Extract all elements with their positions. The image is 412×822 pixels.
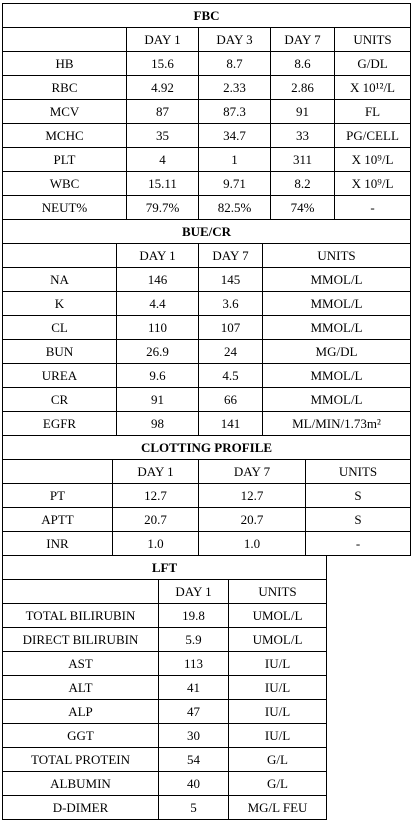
table-cell: UMOL/L xyxy=(229,628,327,652)
table-cell: 41 xyxy=(159,676,229,700)
table-cell: IU/L xyxy=(229,652,327,676)
table-cell: 87 xyxy=(127,100,199,124)
column-header: DAY 1 xyxy=(159,580,229,604)
table-cell: X 10⁹/L xyxy=(335,148,411,172)
row-label: MCV xyxy=(3,100,127,124)
table-cell: G/L xyxy=(229,772,327,796)
table-row xyxy=(3,148,411,172)
table-cell: S xyxy=(306,508,411,532)
table-title-row xyxy=(3,436,411,460)
table-row xyxy=(3,316,411,340)
table-cell: MMOL/L xyxy=(263,364,411,388)
table-row xyxy=(3,796,327,820)
column-header: DAY 7 xyxy=(199,244,263,268)
table-header-row xyxy=(3,244,411,268)
table-cell: 1 xyxy=(199,148,271,172)
table-cell: 12.7 xyxy=(113,484,199,508)
row-label: D-DIMER xyxy=(3,796,159,820)
table-cell: 98 xyxy=(117,412,199,436)
column-header: UNITS xyxy=(229,580,327,604)
table-cell: 24 xyxy=(199,340,263,364)
table-cell: G/DL xyxy=(335,52,411,76)
table-cell: 4.4 xyxy=(117,292,199,316)
table-cell: MMOL/L xyxy=(263,388,411,412)
table-row xyxy=(3,268,411,292)
table-cell: 4 xyxy=(127,148,199,172)
table-cell: 82.5% xyxy=(199,196,271,220)
table-cell: 5 xyxy=(159,796,229,820)
table-cell: 20.7 xyxy=(199,508,306,532)
column-header: DAY 7 xyxy=(199,460,306,484)
table-row xyxy=(3,52,411,76)
table-cell: 74% xyxy=(271,196,335,220)
table-row xyxy=(3,196,411,220)
table-row xyxy=(3,340,411,364)
column-header: DAY 1 xyxy=(113,460,199,484)
table-cell: IU/L xyxy=(229,676,327,700)
table-row xyxy=(3,748,327,772)
bue-cr-table xyxy=(2,219,411,436)
row-label: APTT xyxy=(3,508,113,532)
table-cell: MG/L FEU xyxy=(229,796,327,820)
table-cell: 1.0 xyxy=(199,532,306,556)
row-label: TOTAL BILIRUBIN xyxy=(3,604,159,628)
row-label: GGT xyxy=(3,724,159,748)
table-cell: 33 xyxy=(271,124,335,148)
table-cell: 1.0 xyxy=(113,532,199,556)
clotting-profile-table xyxy=(2,435,411,556)
table-row xyxy=(3,604,327,628)
table-cell: G/L xyxy=(229,748,327,772)
table-cell: 146 xyxy=(117,268,199,292)
row-label: TOTAL PROTEIN xyxy=(3,748,159,772)
table-cell: 47 xyxy=(159,700,229,724)
table-cell: 8.7 xyxy=(199,52,271,76)
table-row xyxy=(3,724,327,748)
table-cell: S xyxy=(306,484,411,508)
table-row xyxy=(3,124,411,148)
table-cell: 30 xyxy=(159,724,229,748)
table-row xyxy=(3,292,411,316)
table-cell: 8.6 xyxy=(271,52,335,76)
table-header-row xyxy=(3,580,327,604)
column-header xyxy=(3,460,113,484)
table-row xyxy=(3,388,411,412)
table-cell: 35 xyxy=(127,124,199,148)
table-cell: 311 xyxy=(271,148,335,172)
table-cell: 4.5 xyxy=(199,364,263,388)
table-cell: 2.86 xyxy=(271,76,335,100)
row-label: CR xyxy=(3,388,117,412)
column-header xyxy=(3,28,127,52)
table-cell: 107 xyxy=(199,316,263,340)
table-cell: 4.92 xyxy=(127,76,199,100)
column-header: UNITS xyxy=(335,28,411,52)
table-row xyxy=(3,412,411,436)
row-label: BUN xyxy=(3,340,117,364)
table-cell: 66 xyxy=(199,388,263,412)
table-cell: - xyxy=(306,532,411,556)
column-header: DAY 1 xyxy=(127,28,199,52)
table-cell: 9.71 xyxy=(199,172,271,196)
row-label: EGFR xyxy=(3,412,117,436)
row-label: UREA xyxy=(3,364,117,388)
table-cell: 34.7 xyxy=(199,124,271,148)
table-title-row xyxy=(3,556,327,580)
table-cell: 5.9 xyxy=(159,628,229,652)
column-header: DAY 3 xyxy=(199,28,271,52)
table-row xyxy=(3,652,327,676)
row-label: MCHC xyxy=(3,124,127,148)
table-cell: IU/L xyxy=(229,700,327,724)
table-row xyxy=(3,484,411,508)
section-title: CLOTTING PROFILE xyxy=(3,436,411,460)
table-cell: MMOL/L xyxy=(263,268,411,292)
table-row xyxy=(3,628,327,652)
table-cell: 9.6 xyxy=(117,364,199,388)
column-header: UNITS xyxy=(306,460,411,484)
table-cell: X 10¹²/L xyxy=(335,76,411,100)
table-cell: 15.11 xyxy=(127,172,199,196)
table-cell: 91 xyxy=(271,100,335,124)
table-cell: 145 xyxy=(199,268,263,292)
table-cell: 15.6 xyxy=(127,52,199,76)
column-header xyxy=(3,580,159,604)
table-cell: FL xyxy=(335,100,411,124)
row-label: DIRECT BILIRUBIN xyxy=(3,628,159,652)
table-cell: 141 xyxy=(199,412,263,436)
table-cell: X 10⁹/L xyxy=(335,172,411,196)
table-cell: 19.8 xyxy=(159,604,229,628)
table-cell: IU/L xyxy=(229,724,327,748)
row-label: PLT xyxy=(3,148,127,172)
row-label: ALBUMIN xyxy=(3,772,159,796)
table-cell: 110 xyxy=(117,316,199,340)
table-cell: MMOL/L xyxy=(263,316,411,340)
table-row xyxy=(3,76,411,100)
row-label: INR xyxy=(3,532,113,556)
section-title: LFT xyxy=(3,556,327,580)
column-header: DAY 7 xyxy=(271,28,335,52)
row-label: CL xyxy=(3,316,117,340)
table-header-row xyxy=(3,460,411,484)
row-label: PT xyxy=(3,484,113,508)
table-header-row xyxy=(3,28,411,52)
row-label: ALT xyxy=(3,676,159,700)
row-label: ALP xyxy=(3,700,159,724)
row-label: WBC xyxy=(3,172,127,196)
table-row xyxy=(3,508,411,532)
table-row xyxy=(3,700,327,724)
section-title: FBC xyxy=(3,4,411,28)
table-cell: 54 xyxy=(159,748,229,772)
table-cell: 113 xyxy=(159,652,229,676)
table-title-row xyxy=(3,4,411,28)
table-cell: - xyxy=(335,196,411,220)
table-cell: 40 xyxy=(159,772,229,796)
table-cell: 20.7 xyxy=(113,508,199,532)
table-row xyxy=(3,772,327,796)
row-label: K xyxy=(3,292,117,316)
row-label: NA xyxy=(3,268,117,292)
lft-table xyxy=(2,555,327,820)
table-cell: PG/CELL xyxy=(335,124,411,148)
table-row xyxy=(3,364,411,388)
column-header: UNITS xyxy=(263,244,411,268)
table-cell: MMOL/L xyxy=(263,292,411,316)
table-row xyxy=(3,172,411,196)
section-title: BUE/CR xyxy=(3,220,411,244)
table-cell: 8.2 xyxy=(271,172,335,196)
column-header xyxy=(3,244,117,268)
row-label: AST xyxy=(3,652,159,676)
table-cell: 79.7% xyxy=(127,196,199,220)
table-cell: 87.3 xyxy=(199,100,271,124)
row-label: RBC xyxy=(3,76,127,100)
table-cell: ML/MIN/1.73m² xyxy=(263,412,411,436)
table-title-row xyxy=(3,220,411,244)
table-cell: 3.6 xyxy=(199,292,263,316)
table-cell: 91 xyxy=(117,388,199,412)
table-row xyxy=(3,532,411,556)
row-label: NEUT% xyxy=(3,196,127,220)
table-cell: 26.9 xyxy=(117,340,199,364)
table-row xyxy=(3,676,327,700)
table-cell: MG/DL xyxy=(263,340,411,364)
row-label: HB xyxy=(3,52,127,76)
table-cell: UMOL/L xyxy=(229,604,327,628)
column-header: DAY 1 xyxy=(117,244,199,268)
table-cell: 2.33 xyxy=(199,76,271,100)
fbc-table xyxy=(2,3,411,220)
table-cell: 12.7 xyxy=(199,484,306,508)
table-row xyxy=(3,100,411,124)
